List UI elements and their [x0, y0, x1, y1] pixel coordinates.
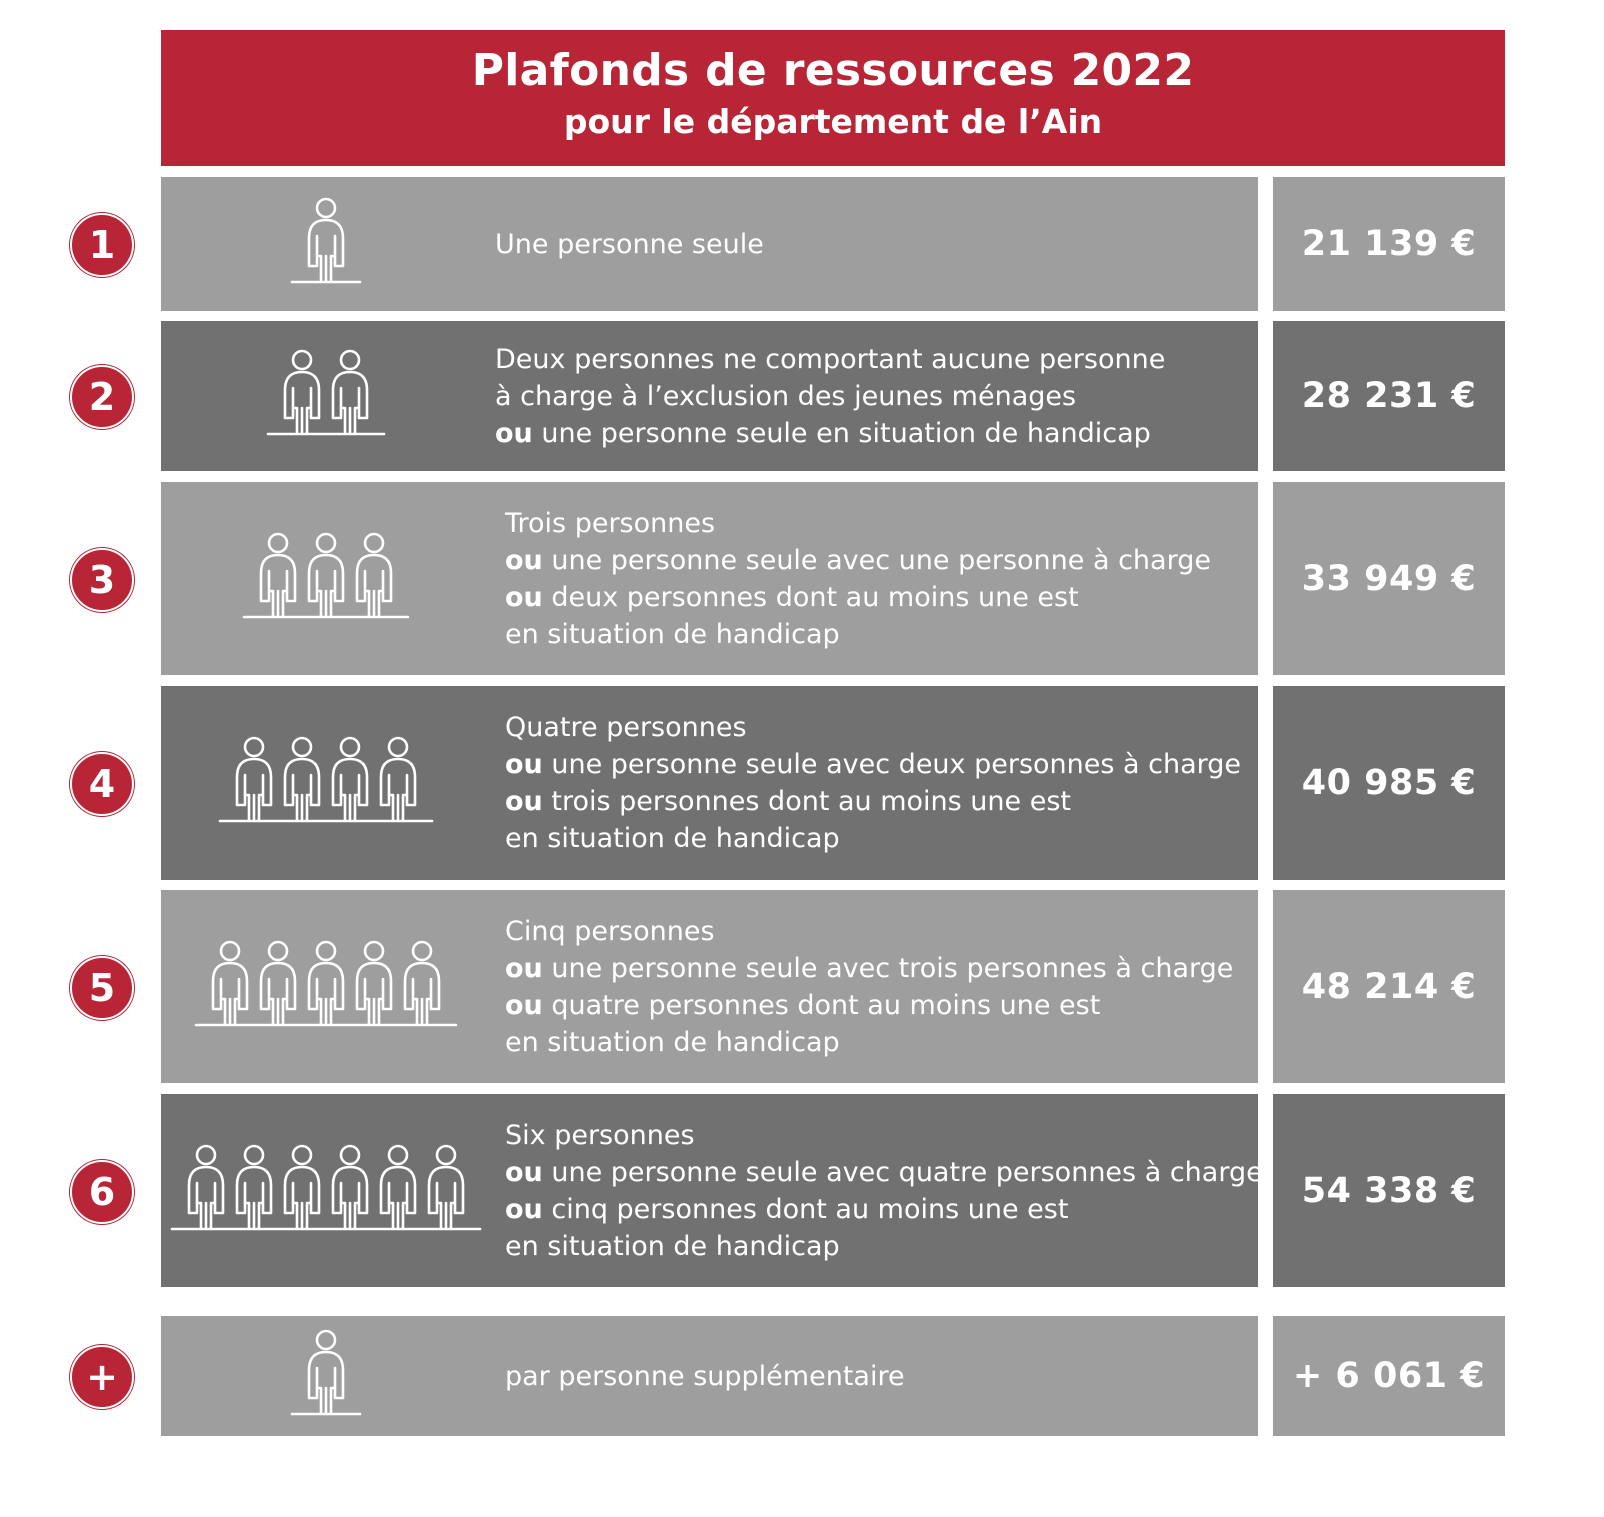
income-ceiling-amount: 40 985 € — [1273, 686, 1505, 880]
row-number-badge: + — [70, 1345, 134, 1409]
description-text: en situation de handicap — [505, 1026, 840, 1058]
person-icon — [161, 1316, 491, 1436]
description-text: deux personnes dont au moins une est — [542, 581, 1079, 613]
description-text: en situation de handicap — [505, 618, 840, 650]
description-line — [505, 505, 1211, 542]
description-line — [505, 1117, 1263, 1154]
description-line — [505, 1024, 1233, 1061]
description-line — [505, 616, 1211, 653]
row-number-badge: 5 — [70, 956, 134, 1020]
row-description-panel — [161, 890, 1258, 1083]
table-row — [0, 1094, 1604, 1287]
row-number-badge: 3 — [70, 548, 134, 612]
description-text: cinq personnes dont au moins une est — [542, 1193, 1069, 1225]
description-line — [505, 1358, 905, 1395]
description-line — [505, 950, 1233, 987]
description-text: quatre personnes dont au moins une est — [542, 989, 1101, 1021]
page-title: Plafonds de ressources 2022 — [471, 45, 1195, 96]
row-description — [505, 1316, 905, 1436]
description-text: à charge à l’exclusion des jeunes ménages — [495, 380, 1077, 412]
table-row — [0, 1316, 1604, 1436]
or-keyword: ou — [505, 581, 543, 613]
people-icon — [161, 321, 491, 471]
description-line — [505, 1191, 1263, 1228]
row-description — [505, 482, 1211, 675]
income-ceiling-amount: 28 231 € — [1273, 321, 1505, 471]
row-description — [505, 890, 1233, 1083]
row-description — [495, 177, 764, 311]
or-keyword: ou — [505, 1156, 543, 1188]
description-line — [505, 913, 1233, 950]
description-text: trois personnes dont au moins une est — [542, 786, 1071, 817]
people-icon — [161, 482, 491, 675]
description-line — [495, 226, 764, 263]
table-row — [0, 482, 1604, 675]
description-line — [495, 378, 1165, 415]
or-keyword: ou — [505, 749, 543, 780]
income-ceiling-amount: 54 338 € — [1273, 1094, 1505, 1287]
page-subtitle: pour le département de l’Ain — [563, 102, 1103, 141]
description-text: en situation de handicap — [505, 1230, 840, 1262]
or-keyword: ou — [505, 786, 543, 817]
or-keyword: ou — [505, 1193, 543, 1225]
or-keyword: ou — [505, 989, 543, 1021]
row-description — [505, 1094, 1263, 1287]
description-text: Une personne seule — [495, 228, 764, 260]
row-number-badge: 2 — [70, 365, 134, 429]
description-line — [505, 709, 1241, 746]
people-icon — [161, 890, 491, 1083]
table-row — [0, 890, 1604, 1083]
row-description-panel — [161, 177, 1258, 311]
income-ceiling-amount: 21 139 € — [1273, 177, 1505, 311]
header-banner — [161, 30, 1505, 166]
description-text: une personne seule avec trois personnes à charge — [542, 952, 1234, 984]
description-line — [505, 1154, 1263, 1191]
description-text: par personne supplémentaire — [505, 1360, 905, 1392]
row-number-badge: 4 — [70, 752, 134, 816]
people-icon — [161, 1094, 491, 1287]
row-description-panel — [161, 1094, 1263, 1287]
description-text: une personne seule avec quatre personnes à charge — [542, 1156, 1263, 1188]
row-description-panel — [161, 1316, 1258, 1436]
description-line — [495, 415, 1165, 452]
description-line — [505, 1228, 1263, 1265]
description-text: Cinq personnes — [505, 915, 715, 947]
row-description — [495, 321, 1165, 471]
income-ceiling-amount: + 6 061 € — [1273, 1316, 1505, 1436]
table-row — [0, 321, 1604, 471]
person-icon — [161, 177, 491, 311]
description-text: Deux personnes ne comportant aucune personne — [495, 343, 1166, 375]
description-line — [505, 820, 1241, 857]
row-number-badge: 1 — [70, 213, 134, 277]
row-number-badge: 6 — [70, 1160, 134, 1224]
income-ceiling-amount: 48 214 € — [1273, 890, 1505, 1083]
description-text: en situation de handicap — [505, 823, 840, 854]
description-text: Six personnes — [505, 1119, 695, 1151]
or-keyword: ou — [495, 417, 533, 449]
row-description-panel — [161, 686, 1258, 880]
or-keyword: ou — [505, 544, 543, 576]
or-keyword: ou — [505, 952, 543, 984]
description-line — [505, 579, 1211, 616]
income-ceiling-amount: 33 949 € — [1273, 482, 1505, 675]
description-line — [505, 746, 1241, 783]
row-description-panel — [161, 321, 1258, 471]
description-text: une personne seule avec une personne à charge — [542, 544, 1211, 576]
description-text: Quatre personnes — [505, 712, 747, 743]
description-text: Trois personnes — [505, 507, 716, 539]
description-line — [495, 341, 1165, 378]
description-line — [505, 542, 1211, 579]
row-description — [505, 686, 1241, 880]
row-description-panel — [161, 482, 1258, 675]
description-line — [505, 987, 1233, 1024]
people-icon — [161, 686, 491, 880]
description-line — [505, 783, 1241, 820]
description-text: une personne seule avec deux personnes à charge — [542, 749, 1242, 780]
table-row — [0, 686, 1604, 880]
description-text: une personne seule en situation de handicap — [532, 417, 1151, 449]
table-row — [0, 177, 1604, 311]
